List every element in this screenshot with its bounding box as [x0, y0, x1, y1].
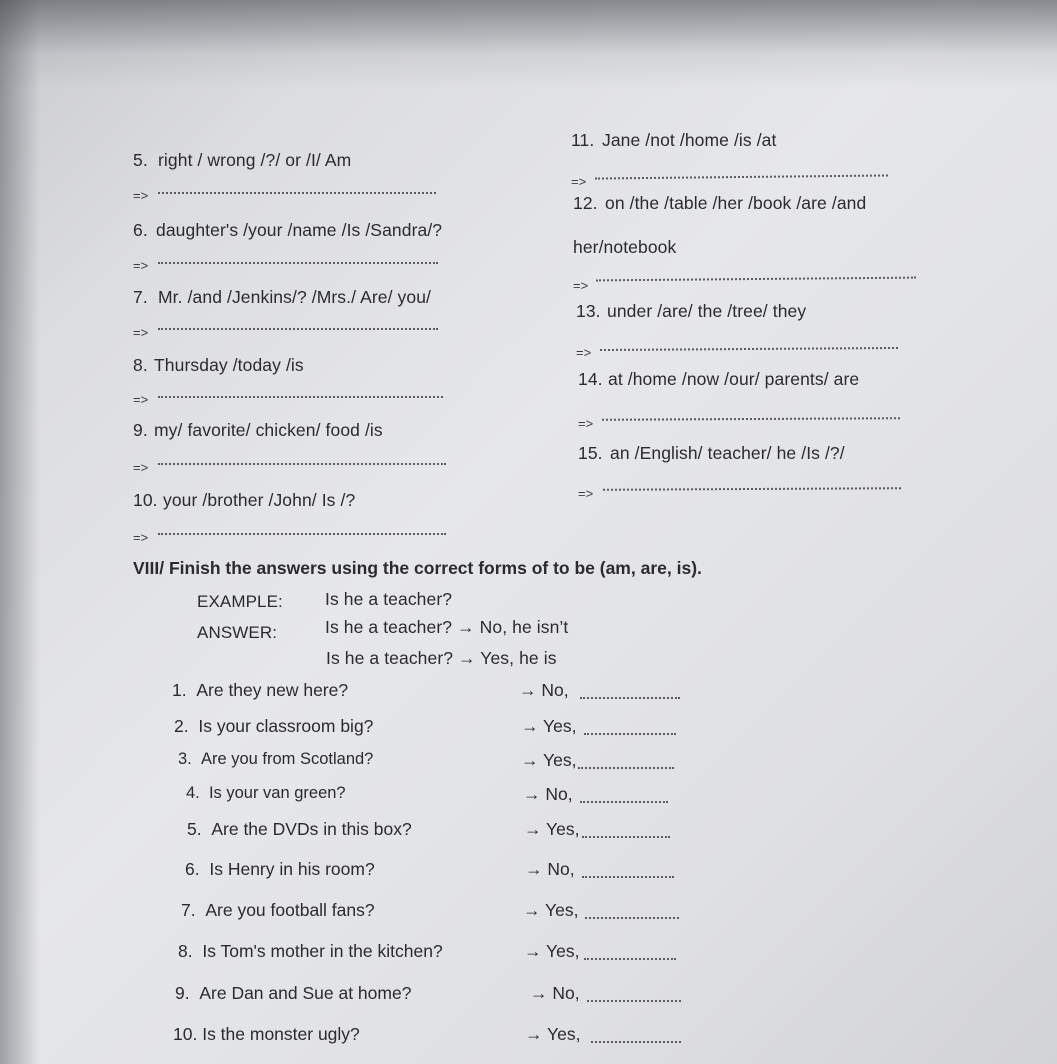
- question-4-prompt: Is your van green?: [208, 784, 346, 802]
- item-5-number: 5.: [133, 150, 148, 170]
- question-9-number: 9.: [175, 983, 190, 1003]
- question-3-prompt: Are you from Scotland?: [200, 750, 374, 768]
- question-row-8: [178, 941, 698, 963]
- question-1-reply: → No,: [519, 680, 569, 700]
- item-11-prompt: Jane /not /home /is /at: [602, 130, 777, 150]
- question-8-reply: → Yes,: [524, 941, 580, 961]
- question-2-reply: → Yes,: [521, 716, 577, 736]
- item-5-prompt: right / wrong /?/ or /I/ Am: [158, 150, 352, 170]
- item-6-prompt: daughter's /your /name /Is /Sandra/?: [156, 220, 443, 240]
- question-10-number: 10.: [173, 1024, 198, 1044]
- photo-shadow-top: [0, 0, 1057, 90]
- item-12-prompt: on /the /table /her /book /are /and: [605, 193, 867, 213]
- question-3-reply: → Yes,: [521, 750, 577, 770]
- question-row-3: [178, 750, 698, 772]
- question-5-reply: → Yes,: [524, 819, 580, 839]
- item-7-answer-line[interactable]: [158, 328, 438, 330]
- question-10-prompt: Is the monster ugly?: [202, 1024, 360, 1044]
- item-7-prompt: Mr. /and /Jenkins/? /Mrs./ Are/ you/: [158, 287, 432, 307]
- item-10-answer-prefix: =>: [133, 530, 149, 545]
- question-6-reply: → No,: [525, 859, 575, 879]
- question-7-text: [181, 900, 375, 921]
- question-2-prompt: Is your classroom big?: [198, 716, 374, 736]
- example-text: Is he a teacher?: [325, 589, 453, 609]
- example-label: EXAMPLE:: [197, 592, 283, 611]
- item-11-answer-line[interactable]: [595, 174, 888, 179]
- question-7-prompt: Are you football fans?: [205, 900, 375, 920]
- item-14-prompt: at /home /now /our/ parents/ are: [608, 369, 860, 389]
- question-row-5: [187, 819, 707, 841]
- question-8-text: [178, 941, 443, 962]
- item-7-answer-prefix: =>: [133, 325, 149, 340]
- question-7-answer-line[interactable]: [585, 917, 679, 919]
- item-11-answer-prefix: =>: [571, 174, 587, 189]
- question-3-number: 3.: [178, 750, 192, 768]
- item-12-answer-prefix: =>: [573, 278, 589, 293]
- item-15-number: 15.: [578, 443, 603, 463]
- question-row-10: [173, 1024, 693, 1046]
- item-7-number: 7.: [133, 287, 148, 307]
- question-row-1: [172, 680, 692, 702]
- item-6-answer-prefix: =>: [133, 258, 149, 273]
- question-10-answer-line[interactable]: [591, 1041, 681, 1043]
- question-3-answer-line[interactable]: [578, 767, 674, 769]
- item-14-answer-prefix: =>: [578, 416, 594, 431]
- question-10-text: [173, 1024, 360, 1045]
- item-8-prompt: Thursday /today /is: [154, 355, 304, 375]
- item-9-number: 9.: [133, 420, 148, 440]
- question-2-answer-line[interactable]: [584, 733, 676, 735]
- item-11-number: 11.: [571, 130, 595, 150]
- answer-line-2: Is he a teacher? → Yes, he is: [326, 648, 557, 668]
- item-6-number: 6.: [133, 220, 148, 240]
- question-row-4: [186, 784, 706, 806]
- item-5-answer-prefix: =>: [133, 188, 149, 203]
- question-5-answer-line[interactable]: [582, 836, 670, 838]
- question-6-text: [185, 859, 375, 880]
- question-6-prompt: Is Henry in his room?: [209, 859, 375, 879]
- question-6-number: 6.: [185, 859, 200, 879]
- question-5-text: [187, 819, 412, 840]
- item-9-answer-line[interactable]: [158, 463, 446, 465]
- item-8-answer-line[interactable]: [158, 396, 443, 398]
- question-2-text: [174, 716, 373, 737]
- question-5-prompt: Are the DVDs in this box?: [211, 819, 412, 839]
- question-8-number: 8.: [178, 941, 193, 961]
- item-13-prompt: under /are/ the /tree/ they: [607, 301, 807, 321]
- question-4-text: [186, 784, 346, 803]
- question-1-prompt: Are they new here?: [196, 680, 349, 700]
- question-4-answer-line[interactable]: [580, 801, 668, 803]
- question-row-9: [175, 983, 695, 1005]
- question-1-text: [172, 680, 348, 701]
- item-13-number: 13.: [576, 301, 601, 321]
- question-4-number: 4.: [186, 784, 200, 802]
- item-10-number: 10.: [133, 490, 158, 510]
- item-10-prompt: your /brother /John/ Is /?: [163, 490, 356, 510]
- question-3-text: [178, 750, 373, 769]
- photo-shadow-left: [0, 0, 40, 1064]
- question-8-prompt: Is Tom's mother in the kitchen?: [202, 941, 443, 961]
- question-row-2: [174, 716, 694, 738]
- question-row-7: [181, 900, 701, 922]
- question-9-reply: → No,: [530, 983, 580, 1003]
- question-10-reply: → Yes,: [525, 1024, 581, 1044]
- question-2-number: 2.: [174, 716, 189, 736]
- question-9-answer-line[interactable]: [587, 1000, 681, 1002]
- question-9-prompt: Are Dan and Sue at home?: [199, 983, 412, 1003]
- item-9-prompt: my/ favorite/ chicken/ food /is: [154, 420, 383, 440]
- item-15-answer-prefix: =>: [578, 486, 594, 501]
- question-1-answer-line[interactable]: [580, 697, 680, 699]
- section-viii-heading: VIII/ Finish the answers using the correct forms of to be (am, are, is).: [133, 558, 702, 578]
- answer-label: ANSWER:: [197, 623, 278, 642]
- question-8-answer-line[interactable]: [584, 958, 676, 960]
- question-1-number: 1.: [172, 680, 187, 700]
- item-8-answer-prefix: =>: [133, 392, 149, 407]
- item-12-prompt-line2: her/notebook: [573, 237, 677, 257]
- question-5-number: 5.: [187, 819, 202, 839]
- item-10-answer-line[interactable]: [158, 533, 446, 535]
- item-14-number: 14.: [578, 369, 603, 389]
- item-6-answer-line[interactable]: [158, 262, 438, 264]
- item-9-answer-prefix: =>: [133, 460, 149, 475]
- answer-line-1: Is he a teacher? → No, he isn’t: [325, 617, 569, 637]
- question-7-reply: → Yes,: [523, 900, 579, 920]
- item-5-answer-line[interactable]: [158, 192, 436, 194]
- item-13-answer-prefix: =>: [576, 345, 592, 360]
- question-9-text: [175, 983, 411, 1004]
- item-12-number: 12.: [573, 193, 598, 213]
- item-13-answer-line[interactable]: [600, 347, 898, 351]
- item-8-number: 8.: [133, 355, 148, 375]
- item-15-prompt: an /English/ teacher/ he /Is /?/: [610, 443, 845, 463]
- question-7-number: 7.: [181, 900, 196, 920]
- question-row-6: [185, 859, 705, 881]
- question-6-answer-line[interactable]: [582, 876, 674, 878]
- item-15-answer-line[interactable]: [603, 487, 901, 491]
- item-12-answer-line[interactable]: [596, 277, 916, 282]
- question-4-reply: → No,: [523, 784, 573, 804]
- item-14-answer-line[interactable]: [602, 417, 900, 421]
